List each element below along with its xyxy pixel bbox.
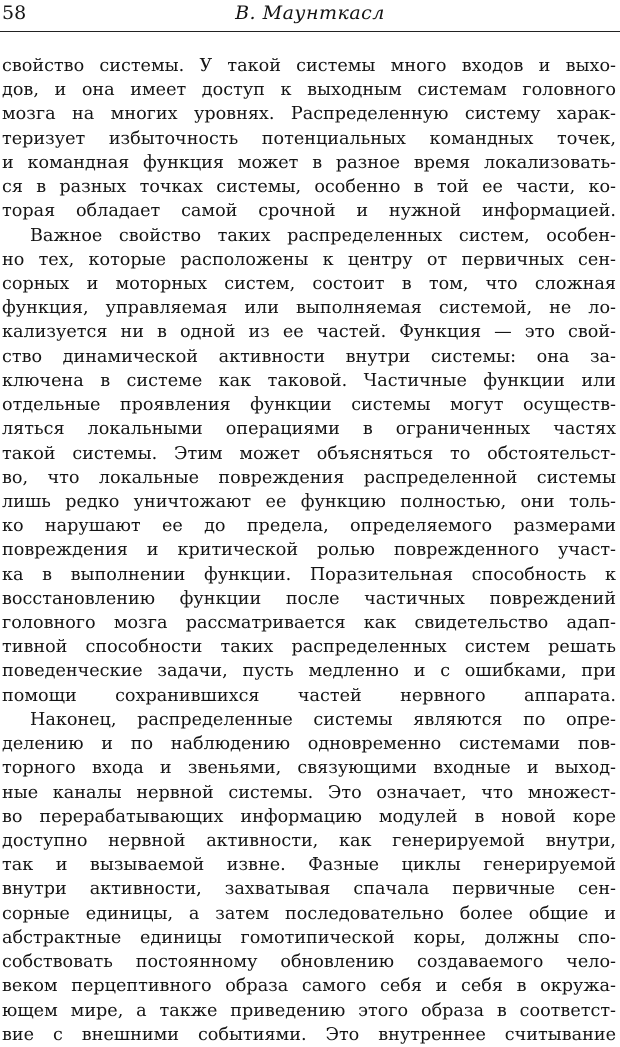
text-line: во перерабатывающих информацию модулей в новой коре [2,806,616,827]
paragraph [2,54,616,224]
text-line: веком перцептивного образа самого себя и себя в окружа- [2,976,616,997]
text-line: торного входа и звеньями, связующими входные и выход- [2,758,616,779]
text-line: сорных и моторных систем, состоит в том, что сложная [2,273,616,294]
text-line: лишь редко уничтожают ее функцию полностью, они толь- [2,491,616,512]
text-line: помощи сохранившихся частей нервного аппарата. [2,685,616,706]
text-line: вие с внешними событиями. Это внутреннее считывание [2,1024,616,1045]
body-text [2,54,616,1047]
text-line: и командная функция может в разное время локализовать- [2,152,616,173]
text-line: поведенческие задачи, пусть медленно и с ошибками, при [2,661,616,682]
text-line: такой системы. Этим может объясняться то обстоятельст- [2,443,616,464]
text-line: торая обладает самой срочной и нужной информацией. [2,201,616,222]
text-line: Наконец, распределенные системы являются по опре- [30,709,616,730]
text-line: собствовать постоянному обновлению создаваемого чело- [2,952,616,973]
text-line: ство динамической активности внутри системы: она за- [2,346,616,367]
text-line: во, что локальные повреждения распределенной системы [2,467,616,488]
text-line: ка в выполнении функции. Поразительная способность к [2,564,616,585]
text-line: доступно нервной активности, как генерируемой внутри, [2,831,616,851]
text-line: но тех, которые расположены к центру от первичных сен- [2,249,616,270]
text-line: мозга на многих уровнях. Распределенную систему харак- [2,104,616,125]
paragraph [2,708,616,1047]
text-line: кализуется ни в одной из ее частей. Функция — это свой- [2,322,616,343]
text-line: отдельные проявления функции системы могут осуществ- [2,395,616,416]
text-line: головного мозга рассматривается как свидетельство адап- [2,613,616,634]
text-line: внутри активности, захватывая спачала первичные сен- [2,879,616,900]
text-line: так и вызываемой извне. Фазные циклы генерируемой [2,855,616,876]
text-line: ющем мире, а также приведению этого образа в соответст- [2,1000,616,1021]
text-line: Важное свойство таких распределенных систем, особен- [30,225,616,246]
text-line: свойство системы. У такой системы много входов и выхо- [2,56,616,76]
text-line: ляться локальными операциями в ограниченных частях [2,419,616,440]
running-head [0,0,620,30]
text-line: восстановлению функции после частичных повреждений [2,588,616,609]
paragraph [2,224,616,708]
running-title: В. Маунткасл [235,2,385,24]
text-line: делению и по наблюдению одновременно системами пов- [2,734,616,755]
text-line: абстрактные единицы гомотипической коры, должны спо- [2,927,616,948]
header-rule [0,31,620,32]
text-line: тивной способности таких распределенных систем решать [2,637,616,658]
text-line: сорные единицы, а затем последовательно более общие и [2,903,616,924]
text-line: ключена в системе как таковой. Частичные функции или [2,370,616,391]
text-line: дов, и она имеет доступ к выходным системам головного [2,80,616,101]
text-line: ко нарушают ее до предела, определяемого размерами [2,516,616,537]
text-line: функция, управляемая или выполняемая системой, не ло- [2,298,616,319]
text-line: ся в разных точках системы, особенно в той ее части, ко- [2,177,616,198]
page-number: 58 [2,2,27,24]
text-line: ные каналы нервной системы. Это означает, что множест- [2,782,616,803]
text-line: теризует избыточность потенциальных командных точек, [2,128,616,149]
text-line: повреждения и критической ролью поврежденного участ- [2,540,616,561]
